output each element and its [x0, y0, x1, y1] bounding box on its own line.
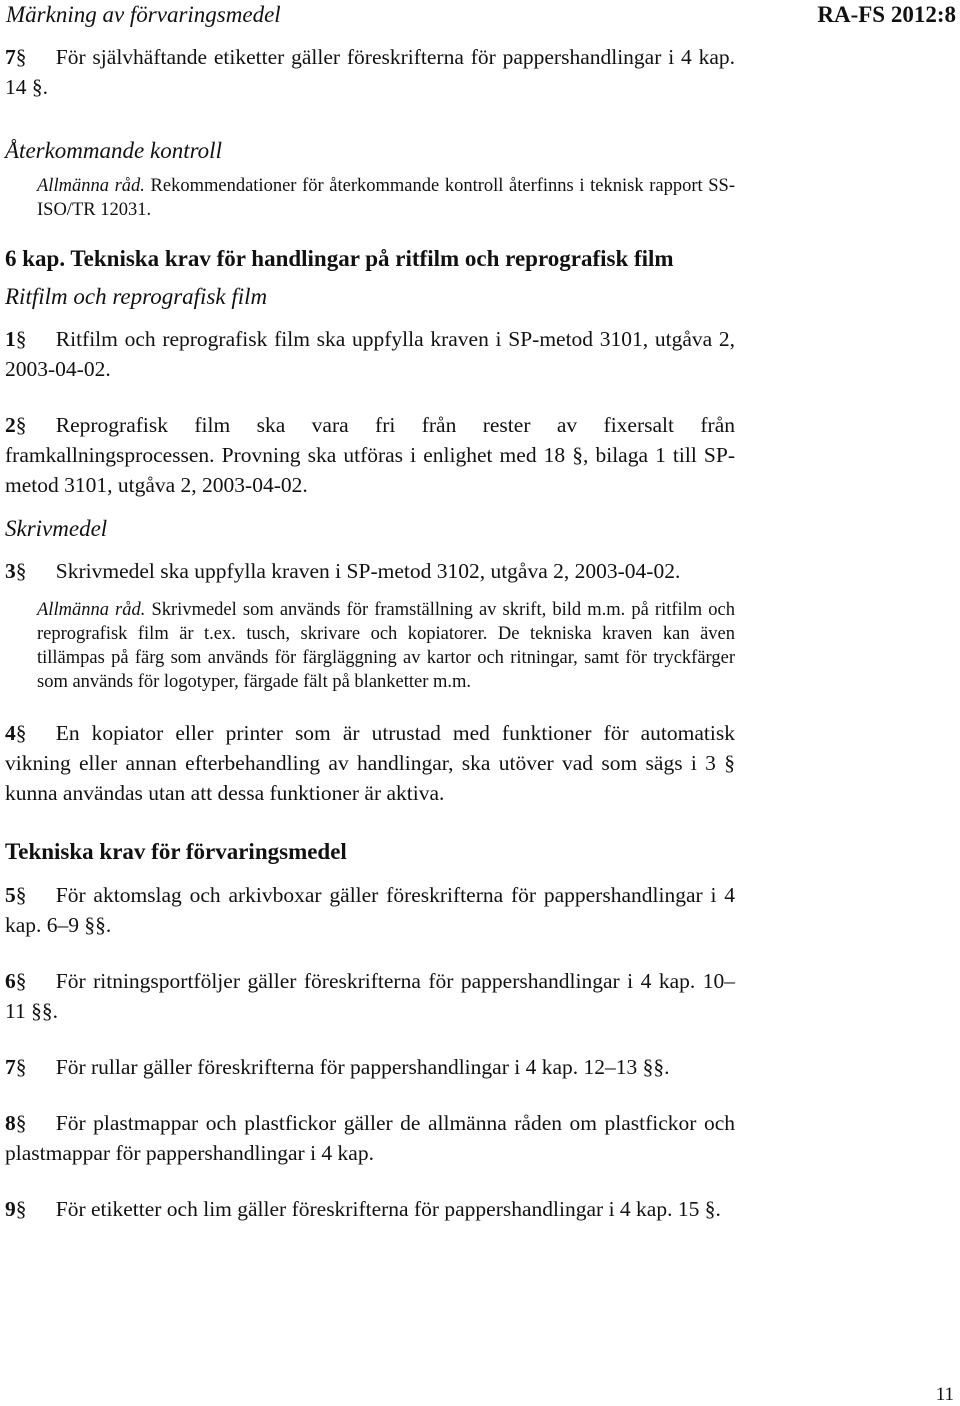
paragraph-number: 6: [5, 969, 16, 993]
paragraph-number: 1: [5, 327, 16, 351]
paragraph-9: [5, 1194, 735, 1224]
page-number: 11: [935, 1384, 954, 1405]
paragraph-text: En kopiator eller printer som är utrustad med funktioner för automatisk vikning eller annan efterbehandling av handlingar, ska utöver vad som sägs i 3 § kunna användas utan att dessa funktioner är aktiva.: [5, 721, 735, 805]
paragraph-text: Reprografisk film ska vara fri från rester av fixersalt från framkallningsprocessen. Provning ska utföras i enlighet med 18 §, bilaga 1 till SP-metod 3101, utgåva 2, 2003-04-02.: [5, 413, 735, 497]
paragraph-4: [5, 718, 735, 808]
general-advice-recurring: [5, 174, 735, 222]
general-advice-skrivmedel: [5, 598, 735, 694]
heading-storage-requirements: Tekniska krav för förvaringsmedel: [5, 839, 347, 864]
paragraph-2: [5, 410, 735, 500]
section-sign: §: [15, 413, 27, 437]
page-content: [5, 42, 735, 1224]
paragraph-text: För plastmappar och plastfickor gäller de allmänna råden om plastfickor och plastmappar för pappershandlingar i 4 kap.: [5, 1111, 735, 1165]
paragraph-text: För etiketter och lim gäller föreskrifterna för pappershandlingar i 4 kap. 15 §.: [55, 1197, 721, 1221]
paragraph-6: [5, 966, 735, 1026]
section-sign: §: [15, 969, 27, 993]
advice-text: Rekommendationer för återkommande kontroll återfinns i teknisk rapport SS-ISO/TR 12031.: [37, 176, 736, 220]
paragraph-number: 7: [5, 45, 16, 69]
advice-lead: Allmänna råd.: [37, 600, 146, 620]
advice-lead: Allmänna råd.: [37, 176, 145, 196]
paragraph-number: 7: [5, 1055, 16, 1079]
section-sign: §: [15, 1055, 27, 1079]
paragraph-number: 5: [5, 883, 16, 907]
paragraph-7-top: [5, 42, 735, 102]
paragraph-3: [5, 556, 735, 586]
section-sign: §: [15, 45, 27, 69]
paragraph-5: [5, 880, 735, 940]
paragraph-number: 9: [5, 1197, 16, 1221]
heading-skrivmedel: Skrivmedel: [5, 516, 108, 541]
paragraph-number: 3: [5, 559, 16, 583]
section-sign: §: [15, 327, 27, 351]
paragraph-7: [5, 1052, 735, 1082]
running-title: Märkning av förvaringsmedel: [6, 2, 281, 27]
document-id: RA-FS 2012:8: [817, 2, 956, 27]
paragraph-text: Skrivmedel ska uppfylla kraven i SP-metod 3102, utgåva 2, 2003-04-02.: [55, 559, 681, 583]
section-sign: §: [15, 1197, 27, 1221]
section-sign: §: [15, 721, 27, 745]
paragraph-number: 2: [5, 413, 16, 437]
advice-text: Skrivmedel som används för framställning av skrift, bild m.m. på ritfilm och reprografisk film är t.ex. tusch, skrivare och kopiatorer. De tekniska kraven kan även tillämpas på färg som används för färgläggning av kartor och ritningar, samt för tryckfärger som används för logotyper, färgade fält på blanketter m.m.: [37, 600, 736, 692]
paragraph-text: För ritningsportföljer gäller föreskrifterna för pappershandlingar i 4 kap. 10–11 §§.: [5, 969, 735, 1023]
paragraph-number: 4: [5, 721, 16, 745]
paragraph-text: För självhäftande etiketter gäller föreskrifterna för pappershandlingar i 4 kap. 14 §.: [5, 45, 735, 99]
paragraph-text: För rullar gäller föreskrifterna för pappershandlingar i 4 kap. 12–13 §§.: [55, 1055, 670, 1079]
paragraph-text: För aktomslag och arkivboxar gäller föreskrifterna för pappershandlingar i 4 kap. 6–9 §§.: [5, 883, 735, 937]
paragraph-text: Ritfilm och reprografisk film ska uppfylla kraven i SP-metod 3101, utgåva 2, 2003-04-02.: [5, 327, 735, 381]
section-sign: §: [15, 559, 27, 583]
section-sign: §: [15, 1111, 27, 1135]
paragraph-8: [5, 1108, 735, 1168]
section-sign: §: [15, 883, 27, 907]
paragraph-1: [5, 324, 735, 384]
paragraph-number: 8: [5, 1111, 16, 1135]
chapter-6-heading: 6 kap. Tekniska krav för handlingar på ritfilm och reprografisk film: [5, 246, 674, 271]
heading-recurring-control: Återkommande kontroll: [5, 138, 222, 163]
heading-ritfilm: Ritfilm och reprografisk film: [5, 284, 268, 309]
